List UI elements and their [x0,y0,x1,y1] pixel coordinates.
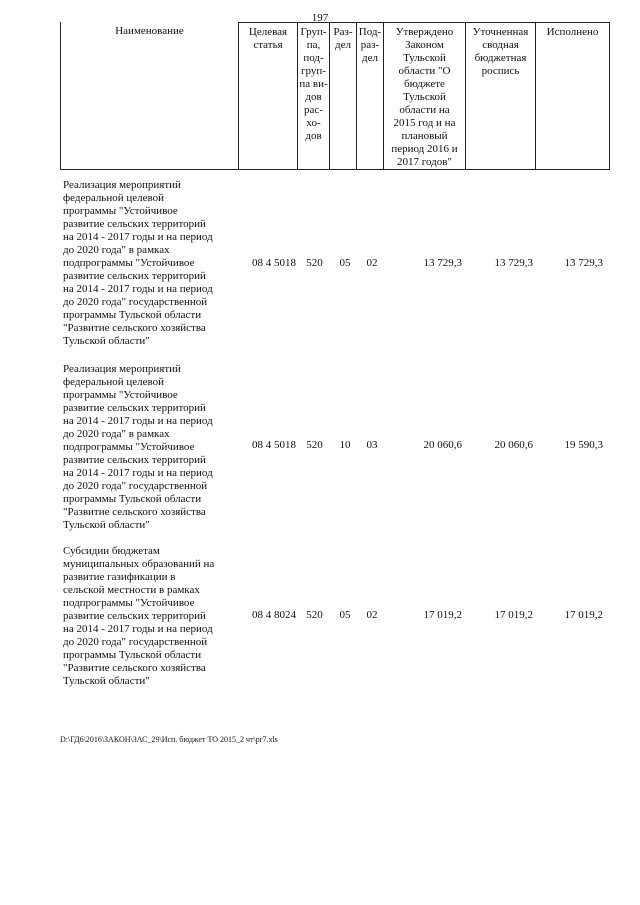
row-name: Субсидии бюджетам муниципальных образований на развитие газификации в сельской местности в рамках подпрограммы "Устойчивое развитие сельских территорий на 2014 - 2017 годы и на период до 2020 года" государственной программы Тульской области "Развитие сельского хозяйства Тульской области" [63,545,215,687]
row-section: 10 [339,439,351,451]
header-executed: Исполнено [535,22,610,170]
row-expense-group: 520 [306,609,323,621]
header-target-article: Целевая статья [238,22,297,170]
row-refined: 17 019,2 [494,609,533,621]
row-name: Реализация мероприятий федеральной целевой программы "Устойчивое развитие сельских территорий на 2014 - 2017 годы и на период до 2020 года" в рамках подпрограммы "Устойчивое развитие сельских территорий на 2014 - 2017 годы и на период до 2020 года" государственной программы Тульской области "Развитие сельского хозяйства Тульской области" [63,363,213,531]
header-section: Раз- дел [329,22,356,170]
row-refined: 20 060,6 [494,439,533,451]
header-expense-group: Груп- па, под- груп- па ви- дов рас- хо- дов [297,22,329,170]
row-target-article: 08 4 5018 [252,257,296,269]
row-approved: 17 019,2 [423,609,462,621]
row-executed: 17 019,2 [564,609,603,621]
row-name: Реализация мероприятий федеральной целевой программы "Устойчивое развитие сельских территорий на 2014 - 2017 годы и на период до 2020 года" в рамках подпрограммы "Устойчивое развитие сельских территорий на 2014 - 2017 годы и на период до 2020 года" государственной программы Тульской области "Развитие сельского хозяйства Тульской области" [63,179,213,347]
header-subsection: Под- раз- дел [356,22,383,170]
header-approved: Утверждено Законом Тульской области "О бюджете Тульской области на 2015 год и на плановый период 2016 и 2017 годов" [383,22,465,170]
row-target-article: 08 4 8024 [252,609,296,621]
row-refined: 13 729,3 [494,257,533,269]
row-expense-group: 520 [306,257,323,269]
header-refined: Уточненная сводная бюджетная роспись [465,22,535,170]
row-target-article: 08 4 5018 [252,439,296,451]
file-path-footer: D:\ГД6\2016\ЗАКОН\ЗАС_29\Исп. бюджет ТО 2015_2 чт\pr7.xls [60,735,278,744]
row-expense-group: 520 [306,439,323,451]
row-subsection: 03 [366,439,378,451]
row-executed: 19 590,3 [564,439,603,451]
row-section: 05 [339,257,351,269]
row-subsection: 02 [366,257,378,269]
row-executed: 13 729,3 [564,257,603,269]
row-approved: 20 060,6 [423,439,462,451]
row-approved: 13 729,3 [423,257,462,269]
row-subsection: 02 [366,609,378,621]
table-header [60,22,610,170]
header-name: Наименование [60,22,238,170]
row-section: 05 [339,609,351,621]
page-number: 197 [311,12,329,24]
